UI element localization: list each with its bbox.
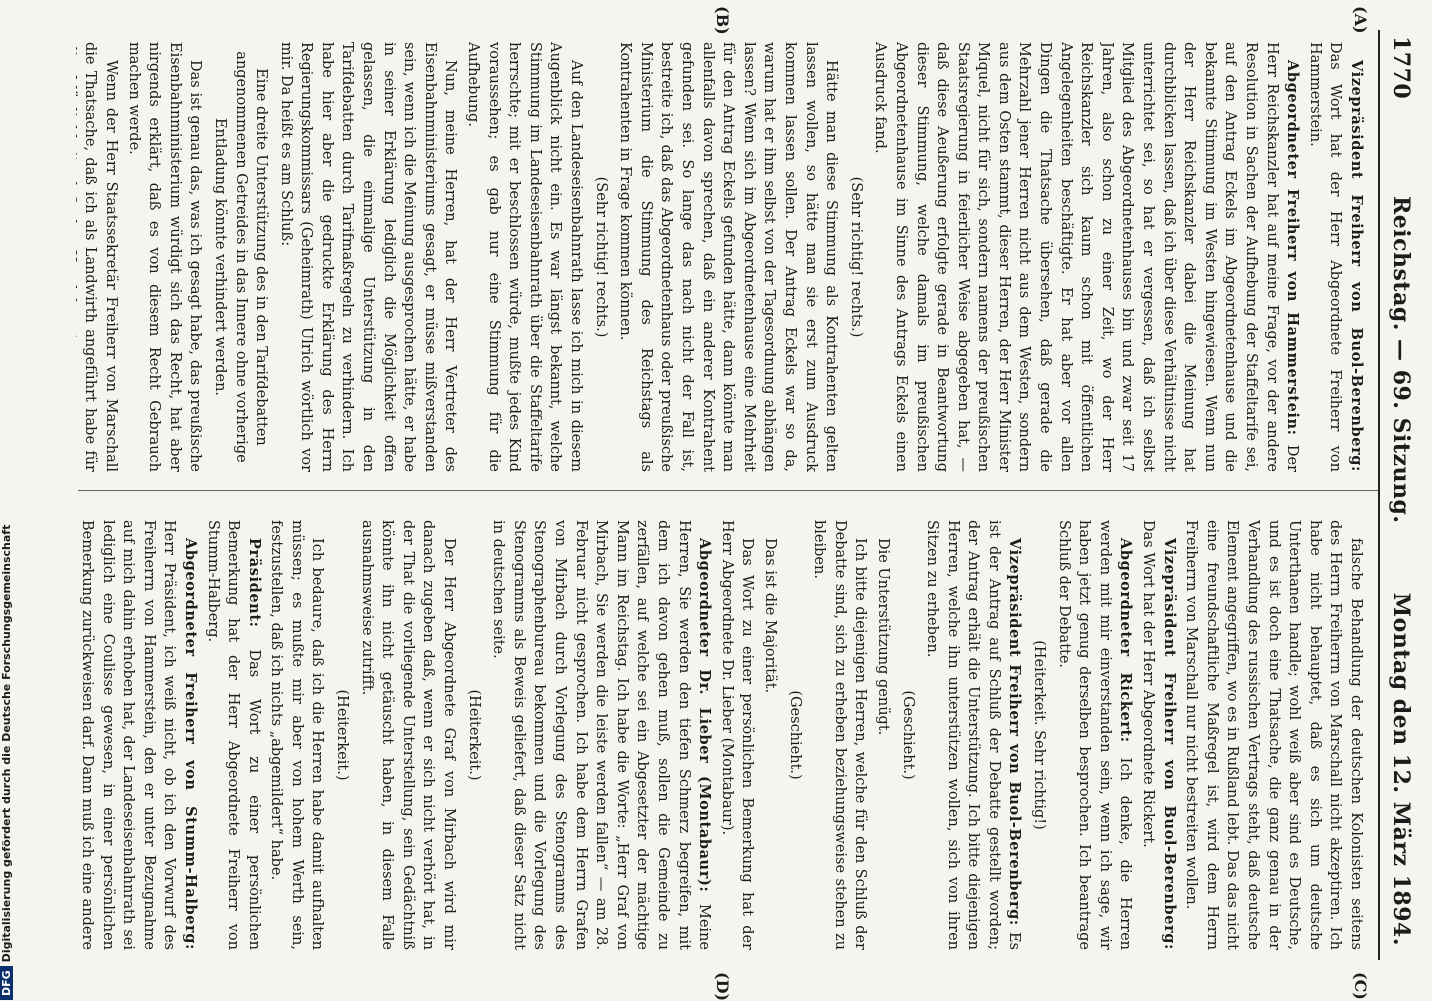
speech-paragraph: [922, 520, 1025, 950]
digitization-footer: [0, 0, 24, 1000]
quoted-passage: Eine dreite Unterstützung des in den Tarifdebatten angenommenen Getreides in das Innere ohne vorherige Entladung könnte verhindert werden.: [211, 51, 270, 463]
speaker-name: Vizepräsident Freiherr von Buol-Berenberg:: [1006, 538, 1024, 926]
margin-marker-c: (C): [1351, 972, 1370, 1000]
speech-paragraph: [1181, 520, 1366, 950]
speech-paragraph: [462, 42, 586, 472]
speaker-name: Abgeordneter Rickert:: [1117, 538, 1135, 743]
speech-paragraph: [759, 520, 780, 950]
speech-paragraph: [356, 520, 459, 950]
speaker-name: Präsident:: [245, 538, 263, 628]
column-divider: [78, 490, 1378, 491]
speech-text: Meine Herren, Sie werden den tiefen Schmerz begreifen, mit dem ich davon gehen muß, sollen die Gemeinde zu zerfällen, auf welche sei ein Abgesetzter der mächtige Mann im Reichstag. Ich habe die Worte: „Herr Graf von Mirbach, Sie werden die leiste werden fallen“ — am 28. Februar nicht gesprochen. Ich habe dem Herrn Grafen von Mirbach durch Vorlegung des Stenogramms des Stenographenbureau bekommen und die Vorlegung des Stenogramms als Beweis geliefert, daß dieser Satz nicht in deutschen seite.: [490, 520, 713, 950]
speech-text: Auf den Landeseisenbahnrath lasse ich mich in diesem Augenblick nicht ein. Es war längst bekannt, welche Stimmung im Landeseisenbahnrath über die Staffeltarife herrschte; mit er beschlossen würde, mußte jedes Kind voraussehen; es gab nur eine Stimmung für die Aufhebung.: [465, 42, 585, 472]
header-title: Reichstag. — 69. Sitzung.: [1388, 196, 1414, 524]
speaker-name: Abgeordneter Freiherr von Stumm-Halberg:: [181, 538, 199, 950]
right-text-column: [76, 520, 1366, 950]
speech-text: Der Herr Reichskanzler hat auf meine Frage, vor der andere Resolution in Sachen der Aufhebung der Staffeltarife sei, auf den Antrag Eckels im Abgeordnetenhause und die bekannte Stimmung im Westen hingewiesen. Wenn nun der Herr Reichskanzler dabei die Meinung hat durchblicken lassen, daß ich über diese Verhältnisse nicht unterrichtet sei, so hat er vergessen, daß ich selbst Mitglied des Abgeordnetenhauses bin und zwar seit 17 Jahren, also schon zu einer Zeit, wo der Herr Reichskanzler sich kaum schon mit öffentlichen Angelegenheiten beschäftigte. Er hat aber vor allen Dingen die Thatsache übersehen, daß gerade die Mehrzahl jener Herren nicht aus dem Westen, sondern aus dem Osten stammt, dieser Herren, der Herr Minister Miquel, nicht für sich, sondern namens der preußischen Staatsregierung in feierlicher Weise abgegeben hat, — daß diese Aeußerung erfolgte gerade in Beantwortung dieser Stimmung, welche damals im preußischen Abgeordnetenhause im Sinne des Antrags Eckels einen Ausdruck fand.: [872, 42, 1301, 472]
speech-paragraph: [76, 42, 121, 472]
stage-direction: (Geschieht.): [899, 690, 916, 780]
speaker-name: Abgeordneter Freiherr von Hammerstein:: [1284, 60, 1302, 436]
dfg-logo: DFG: [0, 966, 13, 1000]
speech-text: Das Wort zu einer persönlichen Bemerkung hat der Herr Abgeordnete Dr. Lieber (Montabaur).: [718, 520, 756, 950]
page-header: [1380, 36, 1420, 946]
speech-paragraph: [488, 520, 715, 950]
stage-direction: (Heiterkeit.): [334, 689, 351, 781]
speech-text: Die Unterstützung genügt.: [874, 538, 891, 736]
speech-paragraph: [1304, 42, 1366, 472]
stage-direction: (Sehr richtig! rechts.): [592, 176, 609, 338]
speaker-name: Vizepräsident Freiherr von Buol-Berenberg:: [1160, 538, 1178, 950]
speech-text: Das Wort zu einer persönlichen Bemerkung hat der Herr Abgeordnete Freiherr von Stumm-Halberg.: [204, 520, 262, 950]
speech-paragraph: [275, 42, 460, 472]
margin-marker-a: (A): [1351, 6, 1370, 34]
speech-text: Nun, meine Herren, hat der Herr Vertreter des Eisenbahnministeriums gesagt, er müsse mißverstanden sein, wenn ich die Meinung ausgesprochen hätte, er habe in seiner Erklärung lediglich die Möglichkeit offen gelassen, die einmalige Unterstützung in den Tarifdebatten durch Tarifmaßregeln zu verhindern. Ich habe hier aber die gedruckte Erklärung des Herrn Regierungskommissars (Geheimrath) Ulrich wörtlich vor mir. Da heißt es am Schluß:: [277, 42, 459, 472]
speech-text: Wenn der Herr Staatssekretär Freiherr von Marschall die Thatsache, daß ich als Landwirth angeführt habe für: [82, 42, 119, 472]
speech-text: Ich bedaure, daß ich die Herren habe damit aufhalten müssen; es mußte mir aber von hohem Werth sein, festzustellen, daß ich nichts „abgemildert“ habe.: [268, 520, 326, 950]
speech-text: Hätte man diese Stimmung als Kontrahenten gelten lassen wollen, so hätte man sie erst zum Ausdruck kommen lassen sollen. Der Antrag Eckels war so da, warum hat er ihm selbst von der Tagesordnung abhängen lassen? Wenn sich im Abgeordnetenhause eine Mehrheit für den Antrag Eckels gefunden hätte, dann könnte man allenfalls davon sprechen, daß ein anderer Kontrahent gefunden sei. So lange das nach nicht der Fall ist, bestreite ich, daß das Abgeordnetenhaus oder preußische Ministerium die Stimmung des Reichstags als Kontrahenten in Frage kommen können.: [617, 42, 840, 472]
header-date: Montag den 12. März 1894.: [1388, 592, 1414, 946]
speaker-name: Abgeordneter Dr. Lieber (Montabaur):: [696, 538, 714, 893]
stage-direction: (Sehr richtig! rechts.): [847, 176, 864, 338]
speech-text: Ich bitte diejenigen Herren, welche für den Schluß der Debatte sind, sich zu erheben beziehungsweise stehen zu bleiben.: [811, 520, 869, 950]
speech-paragraph: [1053, 520, 1135, 950]
footer-text: Digitalisierung gefördert durch die Deutsche Forschungsgemeinschaft: [0, 524, 13, 963]
margin-marker-d: (D): [713, 972, 732, 1001]
speech-paragraph: [615, 42, 842, 472]
speech-text: Das Wort hat der Herr Abgeordnete Freiherr von Hammerstein.: [1306, 42, 1344, 472]
speech-text: Ich denke, die Herren werden mit mir einverstanden sein, wenn ich sage, wir haben jetzt genug derselben besprochen. Ich beantrage Schluß der Debatte.: [1055, 520, 1134, 950]
speaker-name: Vizepräsident Freiherr von Buol-Berenberg:: [1348, 60, 1365, 472]
stage-direction: (Heiterkeit.): [465, 689, 482, 781]
speech-paragraph: [123, 42, 205, 472]
speech-paragraph: [809, 520, 871, 950]
speech-paragraph: [76, 520, 200, 950]
speech-paragraph: [872, 520, 893, 950]
speech-paragraph: [716, 520, 757, 950]
speech-text: Der Herr Abgeordnete Graf von Mirbach wird mir danach zugeben daß, wenn er sich nicht verhört hat, in der That die vorliegende Unterstellung, sein Gedächtniß könnte ihn nicht getäuscht haben, in diesem Falle ausnahmsweise zutrifft.: [358, 520, 458, 950]
speech-text: Das ist die Majorität.: [761, 538, 778, 694]
speech-text: Es ist der Antrag auf Schluß der Debatte gestellt worden; der Antrag erhält die Unterstützung. Ich bitte diejenigen Herren, welche ihn unterstützen wollen, sich von ihren Sitzen zu erheben.: [924, 520, 1023, 950]
speech-text: Herr Präsident, ich weiß nicht, ob ich den Vorwurf des Freiherrn von Hammerstein, den er unter Bezugnahme auf mich dahin erhoben hat, der Landeseisenbahnrath sei lediglich eine Coulisse gewesen, in einer persönlichen Bemerkung zurückweisen darf. Dann muß ich eine andere: [78, 520, 178, 950]
speech-paragraph: [266, 520, 328, 950]
margin-marker-b: (B): [713, 6, 732, 35]
page-number: 1770: [1388, 36, 1414, 100]
speech-text: Das ist genau das, was ich gesagt habe, das preußische Eisenbahnministerium würdigt sich das Recht, hat aber nirgends erklärt, daß es von diesem Recht Gebrauch machen werde.: [125, 42, 204, 472]
left-text-column: [76, 42, 1366, 472]
speech-paragraph: [870, 42, 1302, 472]
stage-direction: (Geschieht.): [786, 690, 803, 780]
speech-text: falsche Behandlung der deutschen Kolonisten seitens des Herrn Freiherrn von Marschall nicht akzeptiren. Ich habe nicht behauptet, daß es sich um deutsche Unterthanen handle; wohl weiß aber sind es Deutsche, und es ist doch eine Thatsache, die ganz genau in der Verhandlung des russischen Vertrags steht, daß deutsche Element angegriffen, wo es in Rußland lebt. Das das nicht eine freundschaftliche Maßregel ist, wird dem Herrn Freiherrn von Marschall nur nicht bestreiten wollen.: [1183, 520, 1364, 950]
speech-text: Das Wort hat der Herr Abgeordnete Rickert.: [1140, 520, 1157, 848]
speech-paragraph: [1137, 520, 1178, 950]
speech-paragraph: [202, 520, 264, 950]
stage-direction: (Heiterkeit. Sehr richtig!): [1031, 640, 1048, 830]
header-divider: [1378, 30, 1380, 960]
